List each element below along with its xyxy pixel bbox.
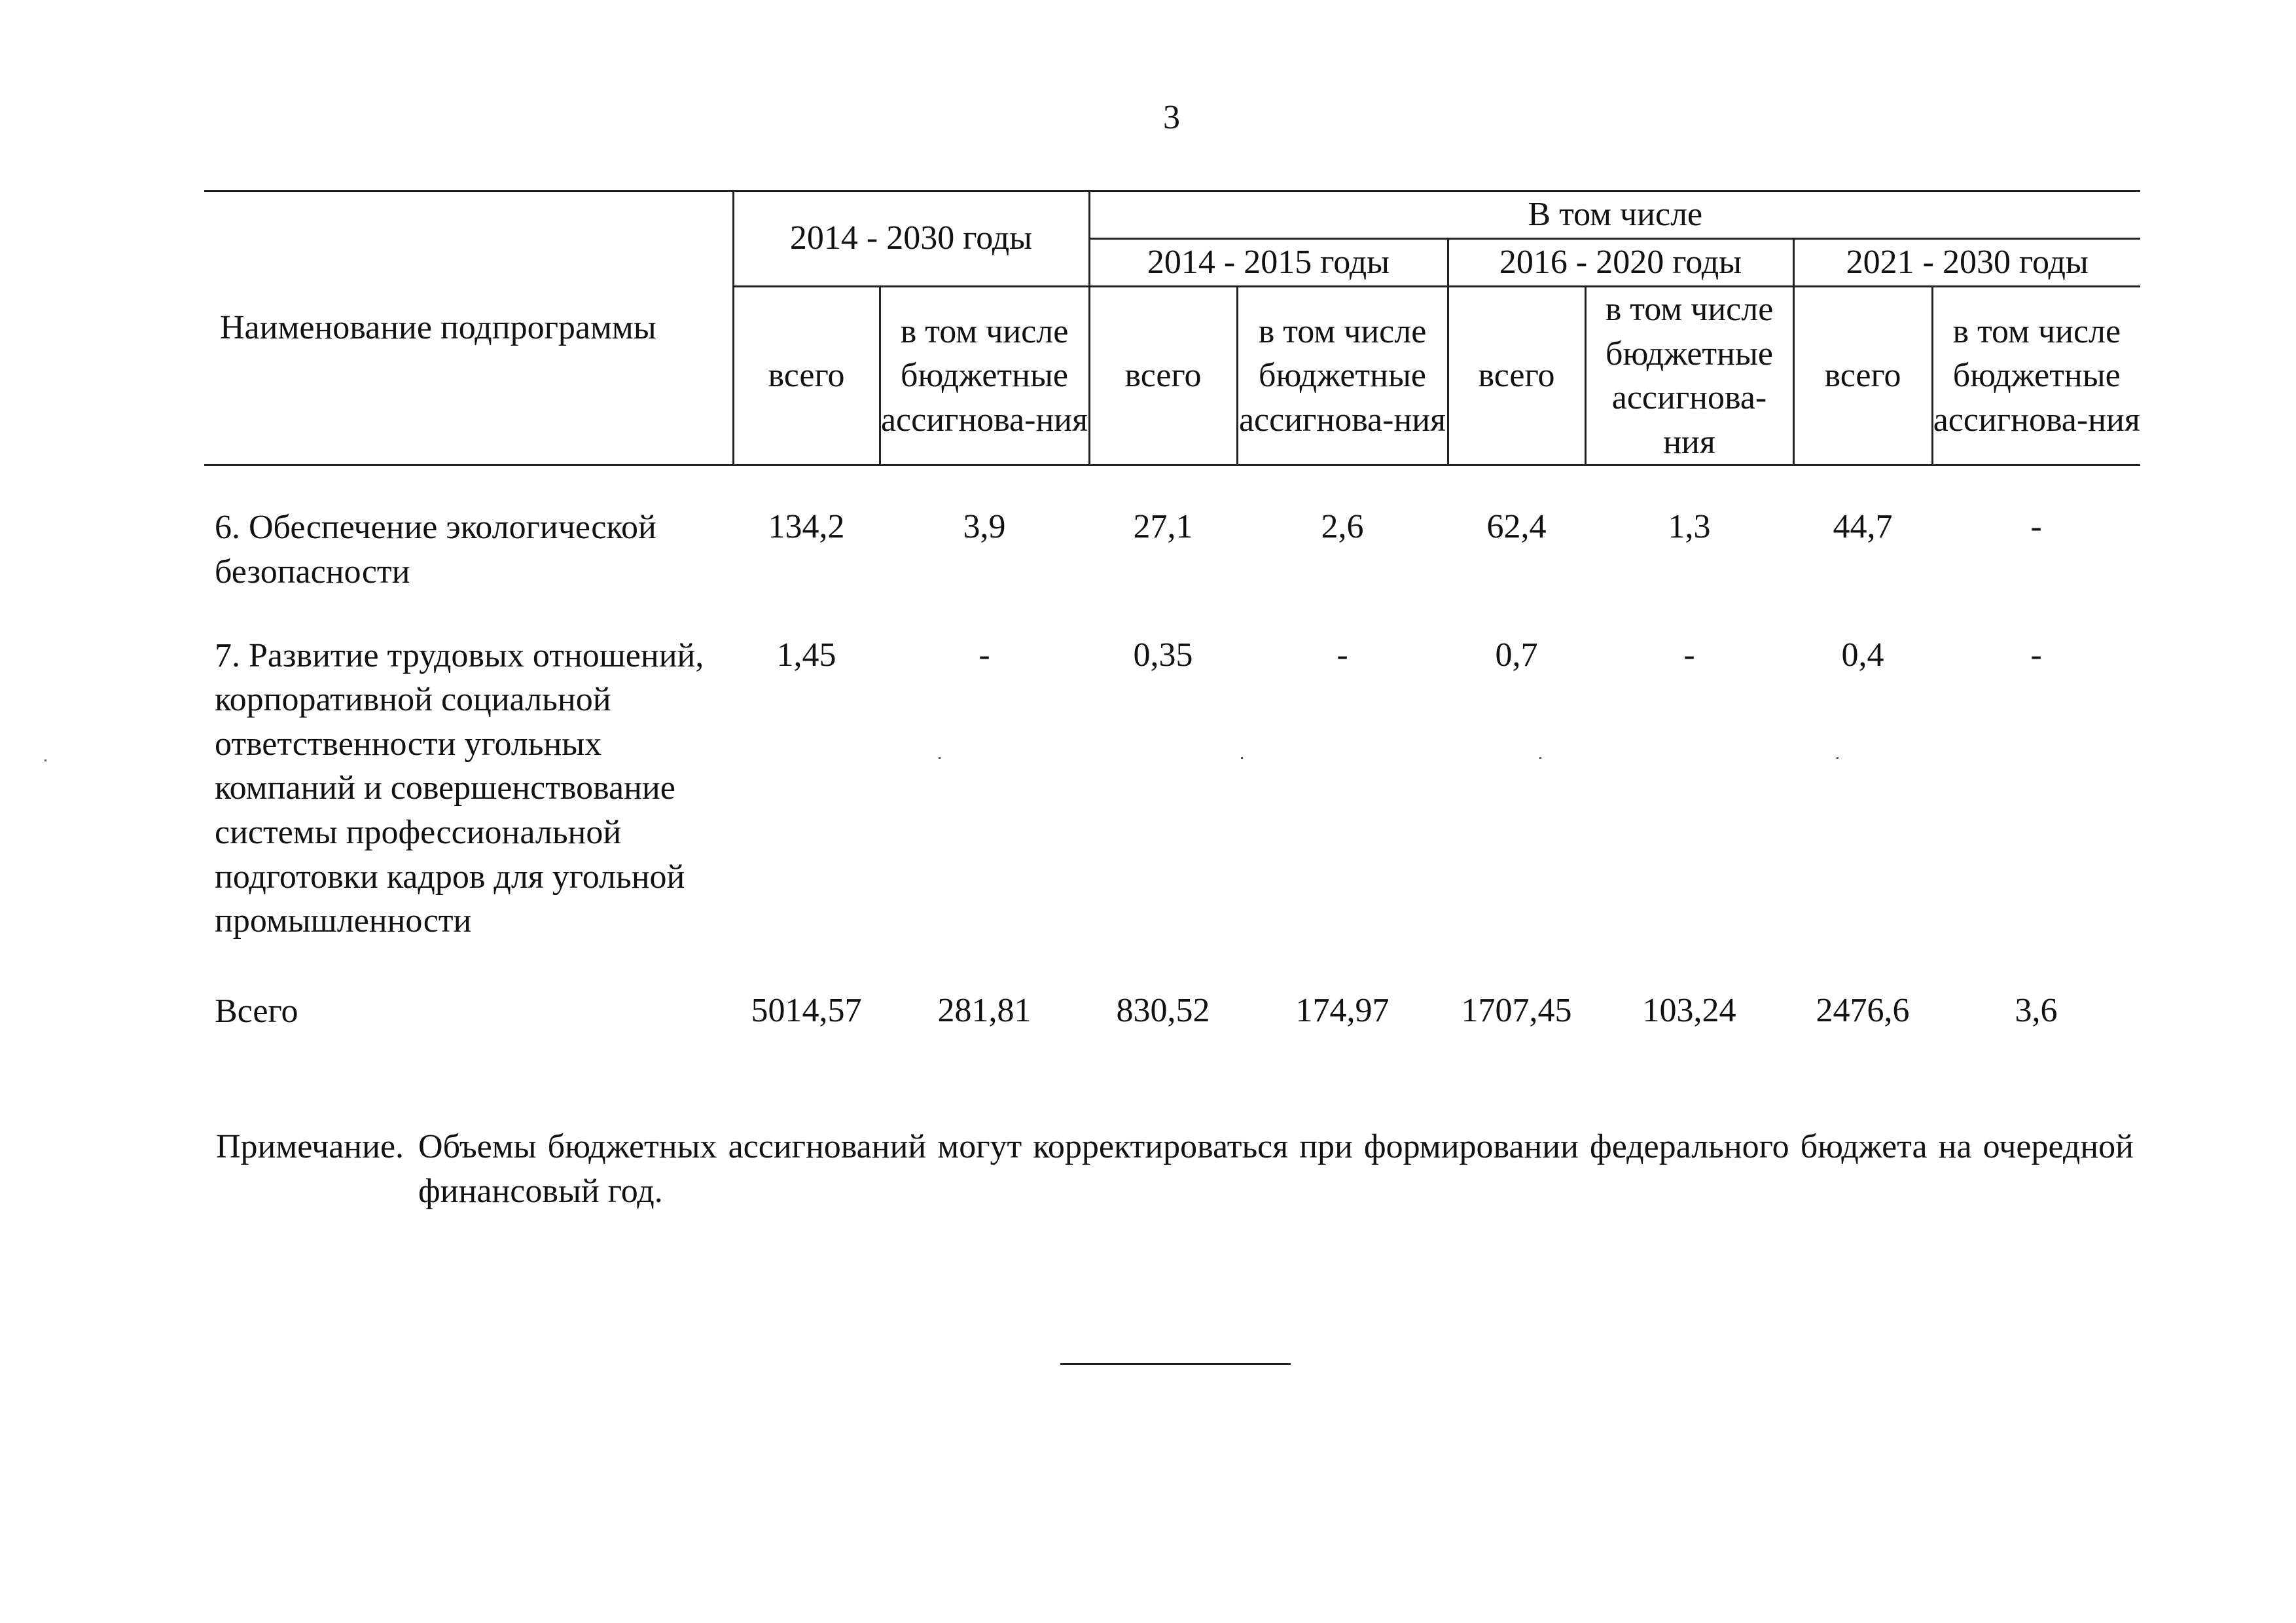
cell-value: 62,4: [1486, 508, 1547, 546]
cell-value: -: [978, 636, 990, 674]
name-column-header: Наименование подпрограммы: [204, 191, 733, 465]
subheader-total: всего: [1448, 287, 1585, 465]
cell-value: -: [1336, 636, 1348, 674]
scan-speck: [1539, 757, 1541, 759]
total-value: 281,81: [937, 991, 1031, 1029]
table-row: [204, 505, 2140, 633]
footnote: [216, 1125, 2134, 1213]
scan-speck: [939, 757, 941, 759]
including-header: В том числе: [1089, 191, 2140, 239]
scan-speck: [1241, 757, 1243, 759]
scan-speck: [45, 759, 46, 761]
period-header-2014-2015: 2014 - 2015 годы: [1089, 239, 1448, 287]
subheader-total: всего: [1089, 287, 1237, 465]
total-value: 103,24: [1642, 991, 1736, 1029]
subheader-budget: в том числе бюджетные ассигнова-ния: [880, 287, 1089, 465]
subheader-total: всего: [1793, 287, 1932, 465]
footnote-label: Примечание.: [216, 1128, 404, 1165]
period-header-2021-2030: 2021 - 2030 годы: [1793, 239, 2140, 287]
total-value: 174,97: [1295, 991, 1390, 1029]
page-number: 3: [1163, 99, 1180, 136]
row-name: 7. Развитие трудовых отношений, корпоративной социальной ответственности угольных компаний и совершенствование системы профессиональной подготовки кадров для угольной промышленности: [215, 636, 704, 940]
total-value: 830,52: [1116, 991, 1210, 1029]
cell-value: 27,1: [1133, 508, 1193, 546]
cell-value: 1,3: [1668, 508, 1711, 546]
cell-value: 3,9: [963, 508, 1006, 546]
cell-value: 0,7: [1495, 636, 1538, 674]
cell-value: 134,2: [768, 508, 845, 546]
cell-value: -: [1683, 636, 1695, 674]
cell-value: 0,4: [1841, 636, 1884, 674]
row-name: 6. Обеспечение экологической безопасности: [215, 509, 656, 591]
budget-table: [204, 190, 2140, 1046]
cell-value: 44,7: [1833, 508, 1893, 546]
scan-speck: [1837, 757, 1839, 759]
total-row: [204, 989, 2140, 1047]
period-header-2016-2020: 2016 - 2020 годы: [1448, 239, 1793, 287]
end-divider: [1060, 1363, 1291, 1365]
cell-value: 1,45: [776, 636, 836, 674]
total-row-label: Всего: [215, 992, 298, 1030]
subheader-total: всего: [733, 287, 880, 465]
subheader-budget: в том числе бюджетные ассигнова-ния: [1932, 287, 2140, 465]
cell-value: 2,6: [1321, 508, 1364, 546]
cell-value: -: [2030, 508, 2042, 546]
total-value: 2476,6: [1816, 991, 1910, 1029]
total-value: 5014,57: [751, 991, 862, 1029]
total-value: 1707,45: [1461, 991, 1572, 1029]
subheader-budget: в том числе бюджетные ассигнова-ния: [1237, 287, 1448, 465]
table-row: [204, 634, 2140, 989]
footnote-text: Объемы бюджетных ассигнований могут корректироваться при формировании федерального бюджета на очередной финансовый год.: [418, 1128, 2134, 1210]
total-value: 3,6: [2015, 991, 2058, 1029]
subheader-budget: в том числе бюджетные ассигнова-ния: [1585, 287, 1793, 465]
total-period-header: 2014 - 2030 годы: [733, 191, 1089, 287]
cell-value: -: [2030, 636, 2042, 674]
cell-value: 0,35: [1133, 636, 1193, 674]
